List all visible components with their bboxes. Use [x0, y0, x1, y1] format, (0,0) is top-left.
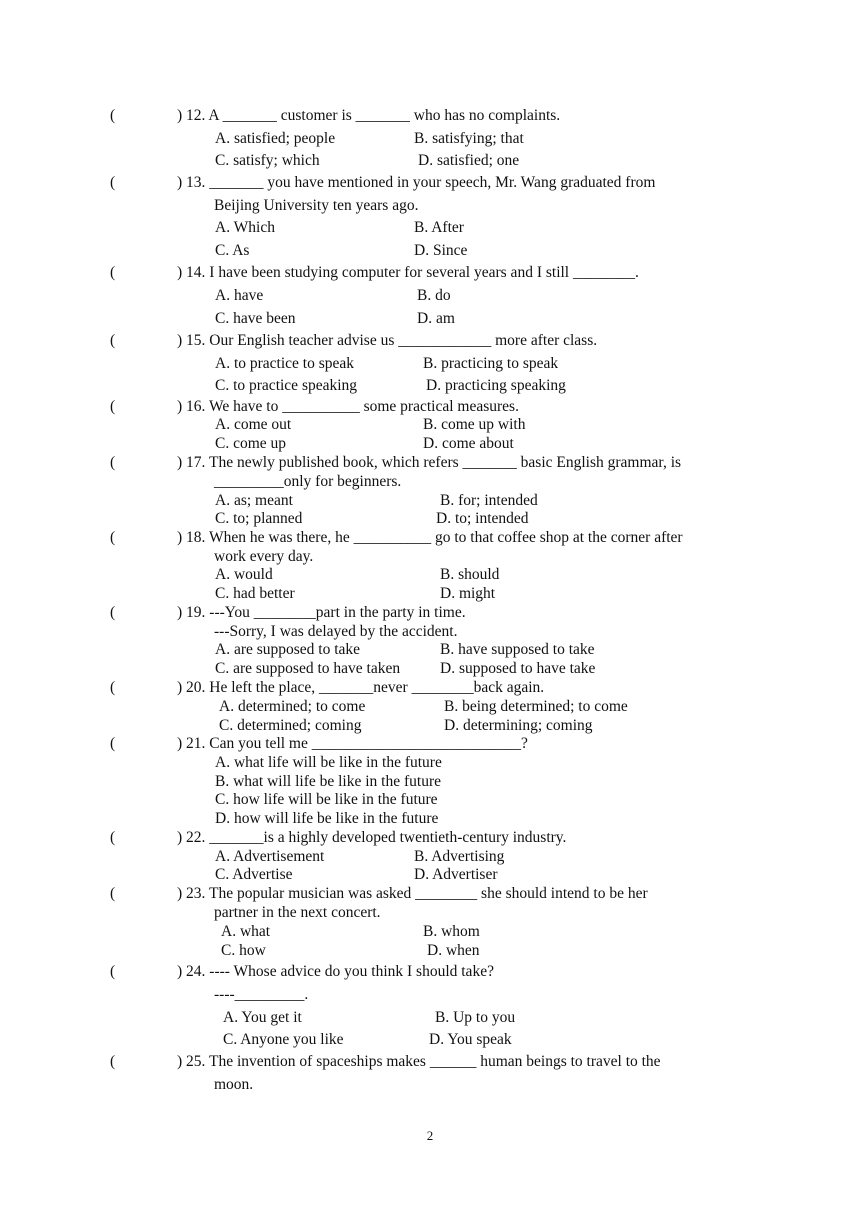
question-stem: ) 15. Our English teacher advise us ____________ more after class. — [177, 332, 598, 349]
option-a: A. Which — [215, 219, 275, 236]
option-a: A. determined; to come — [219, 698, 366, 715]
option-b: B. whom — [423, 923, 480, 940]
option-d: D. when — [427, 942, 480, 959]
question-stem: ) 22. _______is a highly developed twentieth-century industry. — [177, 829, 567, 846]
option-b: B. do — [417, 287, 451, 304]
option-a: A. come out — [215, 416, 292, 433]
answer-paren: ( — [110, 963, 116, 980]
question-stem: ) 25. The invention of spaceships makes ______ human beings to travel to the — [177, 1053, 661, 1070]
option-a: A. are supposed to take — [215, 641, 361, 658]
question-stem-continued: partner in the next concert. — [214, 904, 381, 921]
option-a: A. Advertisement — [215, 848, 325, 865]
question-stem-continued: moon. — [214, 1076, 254, 1093]
option-c: C. how life will be like in the future — [215, 791, 438, 808]
option-b: B. have supposed to take — [440, 641, 595, 658]
option-b: B. Up to you — [435, 1009, 516, 1026]
option-d: D. You speak — [429, 1031, 512, 1048]
option-b: B. should — [440, 566, 500, 583]
option-c: C. how — [221, 942, 266, 959]
question-stem-continued: ---Sorry, I was delayed by the accident. — [214, 623, 458, 640]
answer-paren: ( — [110, 1053, 116, 1070]
question-stem-continued: Beijing University ten years ago. — [214, 197, 419, 214]
answer-paren: ( — [110, 529, 116, 546]
option-b: B. After — [414, 219, 464, 236]
option-b: B. come up with — [423, 416, 526, 433]
option-d: D. Since — [414, 242, 468, 259]
option-c: C. Anyone you like — [223, 1031, 344, 1048]
answer-paren: ( — [110, 174, 116, 191]
option-d: D. Advertiser — [414, 866, 498, 883]
option-d: D. practicing speaking — [426, 377, 566, 394]
option-a: A. as; meant — [215, 492, 293, 509]
option-b: B. for; intended — [440, 492, 538, 509]
option-c: C. come up — [215, 435, 287, 452]
option-c: C. Advertise — [215, 866, 293, 883]
answer-paren: ( — [110, 679, 116, 696]
option-c: C. have been — [215, 310, 296, 327]
answer-paren: ( — [110, 735, 116, 752]
option-b: B. what will life be like in the future — [215, 773, 441, 790]
page-number: 2 — [426, 1128, 434, 1143]
option-c: C. satisfy; which — [215, 152, 320, 169]
question-stem: ) 24. ---- Whose advice do you think I should take? — [177, 963, 494, 980]
option-d: D. satisfied; one — [418, 152, 520, 169]
answer-paren: ( — [110, 454, 116, 471]
option-c: C. As — [215, 242, 250, 259]
option-a: A. You get it — [223, 1009, 302, 1026]
option-d: D. to; intended — [436, 510, 529, 527]
option-d: D. determining; coming — [444, 717, 593, 734]
option-d: D. supposed to have take — [440, 660, 596, 677]
option-d: D. am — [417, 310, 455, 327]
question-stem: ) 17. The newly published book, which refers _______ basic English grammar, is — [177, 454, 682, 471]
answer-paren: ( — [110, 604, 116, 621]
answer-paren: ( — [110, 398, 116, 415]
option-b: B. Advertising — [414, 848, 505, 865]
answer-paren: ( — [110, 829, 116, 846]
option-a: A. to practice to speak — [215, 355, 355, 372]
option-c: C. had better — [215, 585, 295, 602]
option-a: A. have — [215, 287, 264, 304]
question-stem-continued: _________only for beginners. — [214, 473, 402, 490]
question-stem: ) 12. A _______ customer is _______ who has no complaints. — [177, 107, 561, 124]
option-c: C. to practice speaking — [215, 377, 358, 394]
option-d: D. might — [440, 585, 496, 602]
option-d: D. how will life be like in the future — [215, 810, 439, 827]
question-stem: ) 19. ---You ________part in the party in time. — [177, 604, 466, 621]
option-b: B. satisfying; that — [414, 130, 524, 147]
answer-paren: ( — [110, 264, 116, 281]
option-c: C. determined; coming — [219, 717, 362, 734]
answer-paren: ( — [110, 332, 116, 349]
question-stem: ) 23. The popular musician was asked ________ she should intend to be her — [177, 885, 648, 902]
question-stem-continued: work every day. — [214, 548, 314, 565]
option-a: A. what — [221, 923, 271, 940]
option-a: A. what life will be like in the future — [215, 754, 442, 771]
question-stem: ) 18. When he was there, he __________ go to that coffee shop at the corner after — [177, 529, 683, 546]
question-stem: ) 16. We have to __________ some practical measures. — [177, 398, 519, 415]
option-d: D. come about — [423, 435, 514, 452]
option-c: C. to; planned — [215, 510, 303, 527]
question-stem: ) 21. Can you tell me ___________________________? — [177, 735, 528, 752]
question-stem: ) 14. I have been studying computer for several years and I still ________. — [177, 264, 639, 281]
question-stem: ) 20. He left the place, _______never ________back again. — [177, 679, 545, 696]
option-c: C. are supposed to have taken — [215, 660, 401, 677]
question-stem-continued: ----_________. — [214, 986, 309, 1003]
answer-paren: ( — [110, 885, 116, 902]
option-a: A. would — [215, 566, 273, 583]
answer-paren: ( — [110, 107, 116, 124]
option-b: B. being determined; to come — [444, 698, 628, 715]
question-stem: ) 13. _______ you have mentioned in your speech, Mr. Wang graduated from — [177, 174, 656, 191]
option-a: A. satisfied; people — [215, 130, 336, 147]
option-b: B. practicing to speak — [423, 355, 559, 372]
